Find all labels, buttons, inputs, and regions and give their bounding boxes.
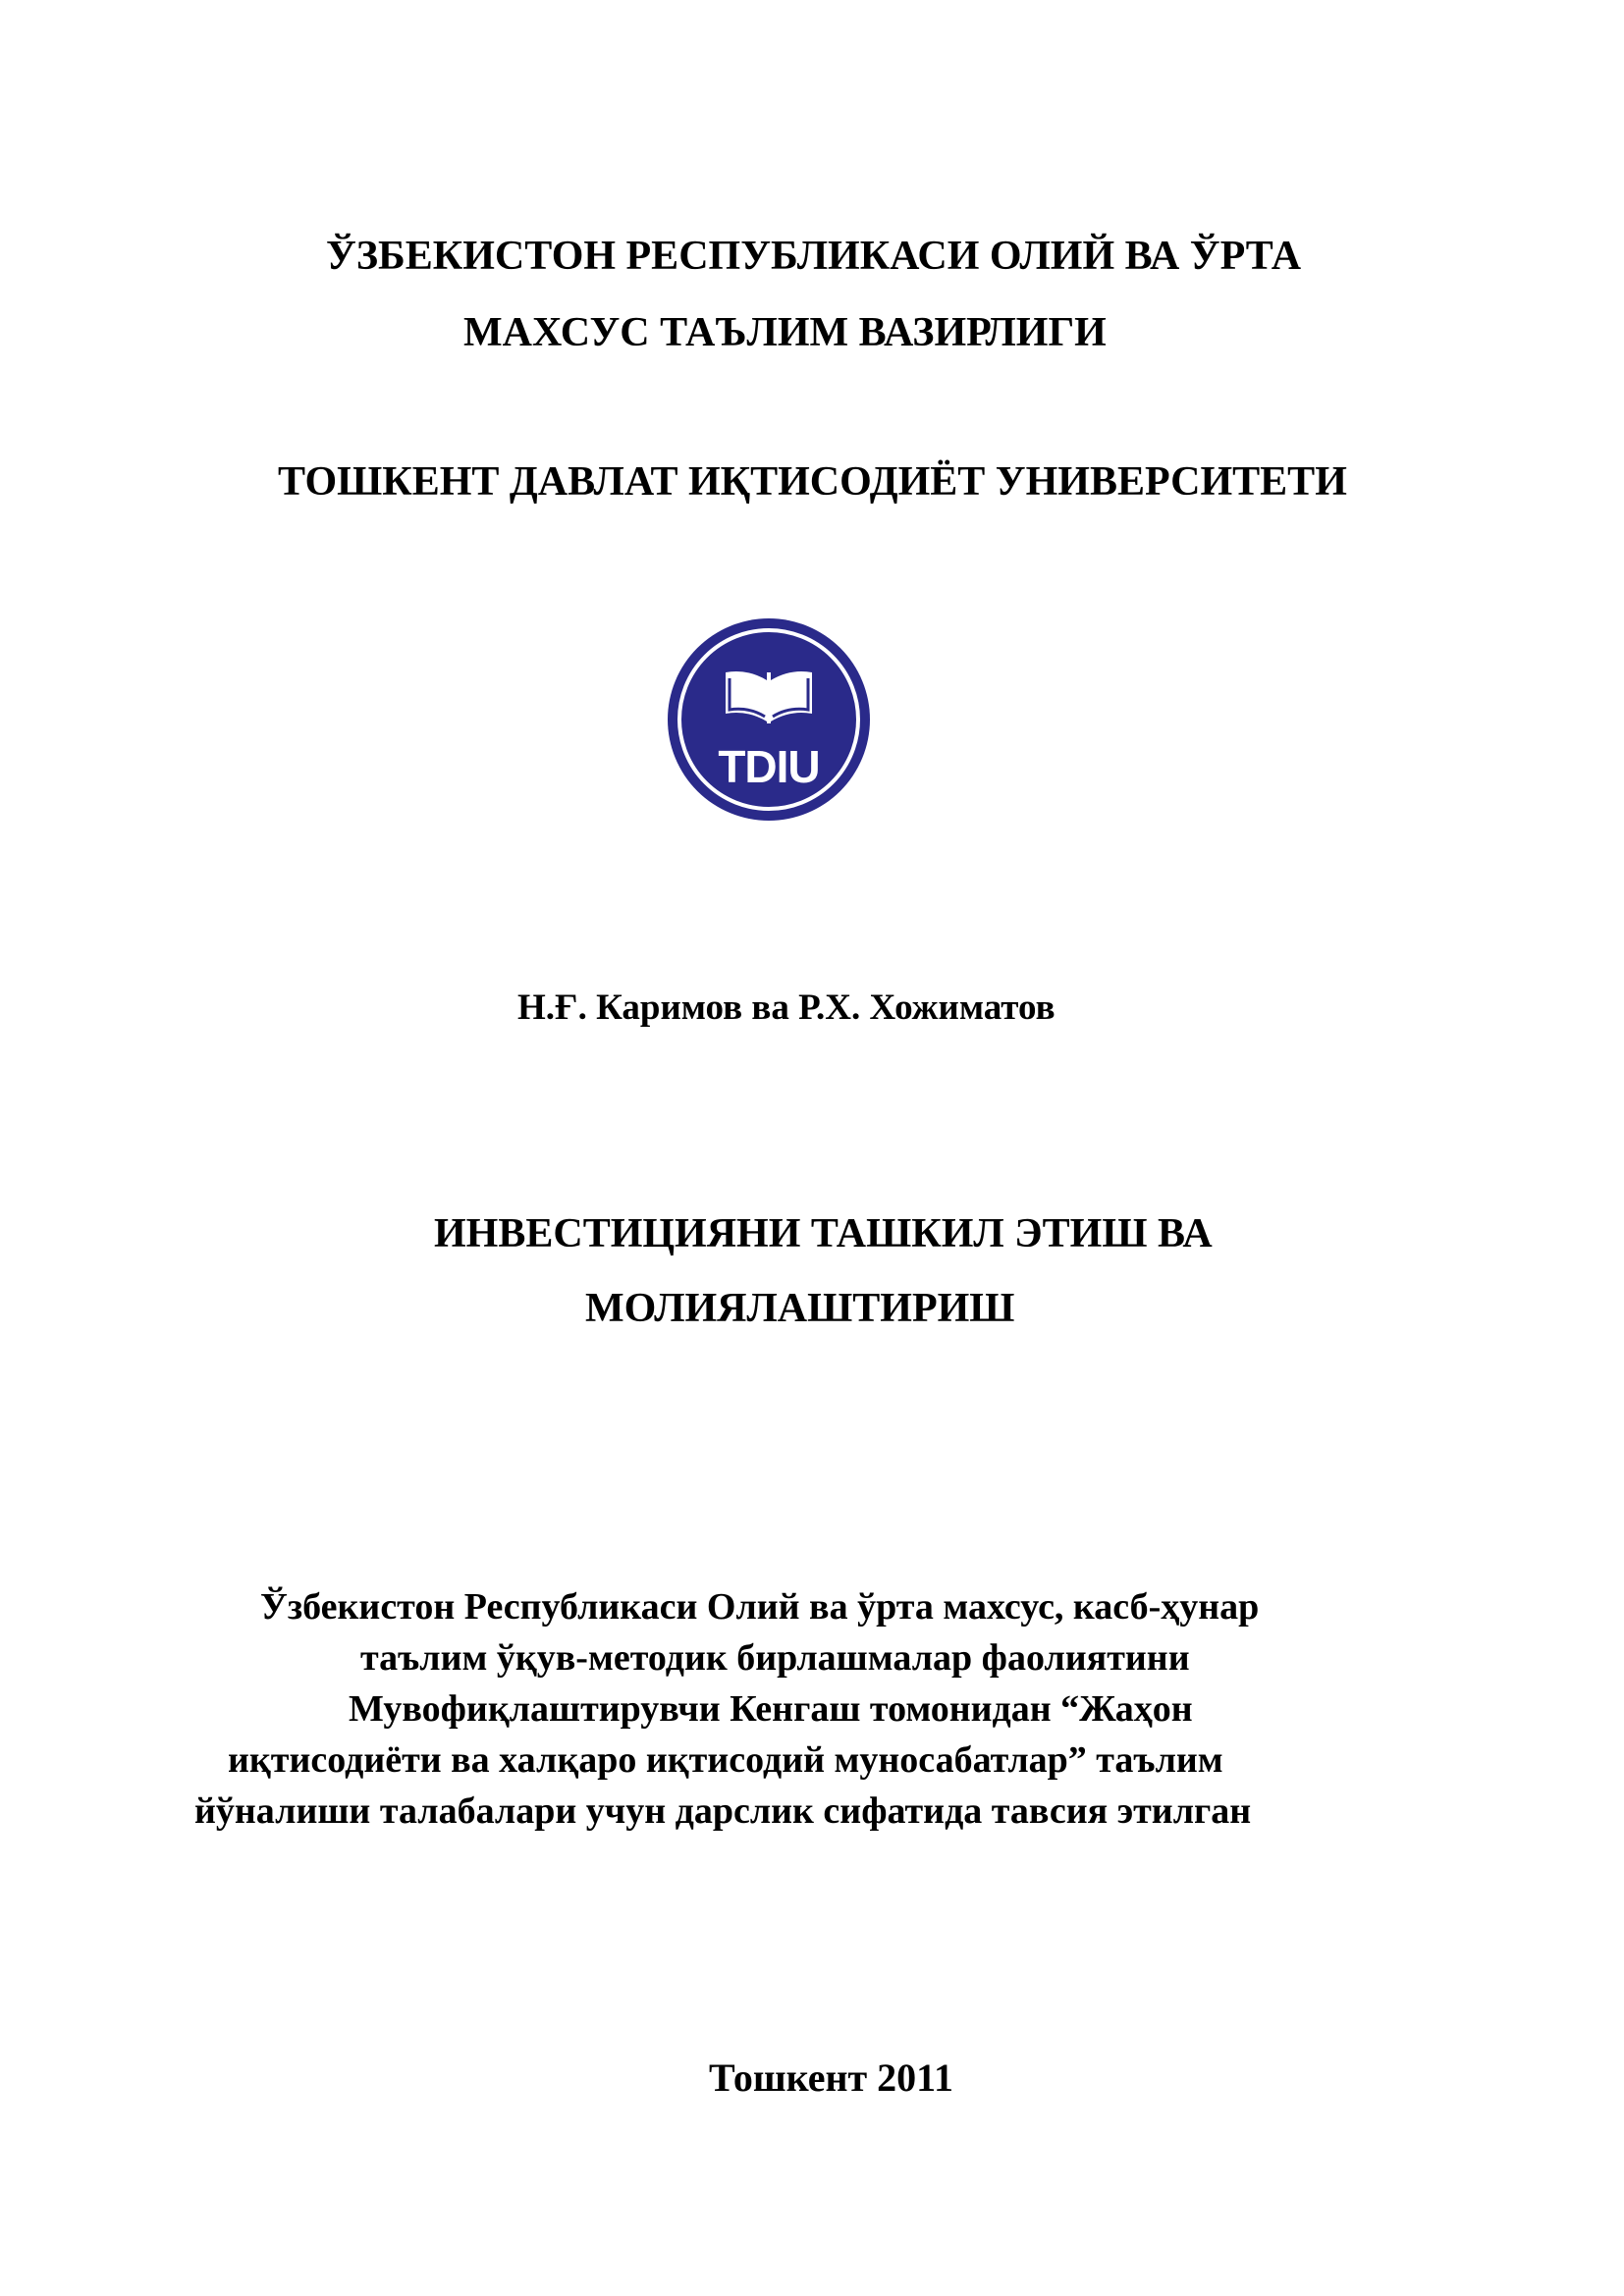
city-and-year: Тошкент 2011: [709, 2056, 953, 2100]
ministry-name-line-1: ЎЗБЕКИСТОН РЕСПУБЛИКАСИ ОЛИЙ ВА ЎРТА: [326, 234, 1302, 279]
authors: Н.Ғ. Каримов ва Р.Х. Хожиматов: [517, 988, 1056, 1028]
recommendation-line-4: иқтисодиёти ва халқаро иқтисодий муносабатлар” таълим: [228, 1739, 1223, 1781]
university-logo: [665, 615, 873, 824]
book-title-line-2: МОЛИЯЛАШТИРИШ: [585, 1286, 1015, 1331]
recommendation-line-1: Ўзбекистон Республикаси Олий ва ўрта махсус, касб-ҳунар: [260, 1586, 1260, 1628]
book-title-line-1: ИНВЕСТИЦИЯНИ ТАШКИЛ ЭТИШ ВА: [434, 1211, 1213, 1256]
logo-text: TDIU: [718, 741, 820, 792]
recommendation-line-3: Мувофиқлаштирувчи Кенгаш томонидан “Жаҳон: [349, 1688, 1193, 1730]
recommendation-line-5: йўналиши талабалари учун дарслик сифатида тавсия этилган: [194, 1790, 1252, 1832]
ministry-name-line-2: МАХСУС ТАЪЛИМ ВАЗИРЛИГИ: [463, 310, 1107, 355]
university-name: ТОШКЕНТ ДАВЛАТ ИҚТИСОДИЁТ УНИВЕРСИТЕТИ: [278, 459, 1347, 505]
recommendation-line-2: таълим ўқув-методик бирлашмалар фаолиятини: [360, 1637, 1190, 1679]
